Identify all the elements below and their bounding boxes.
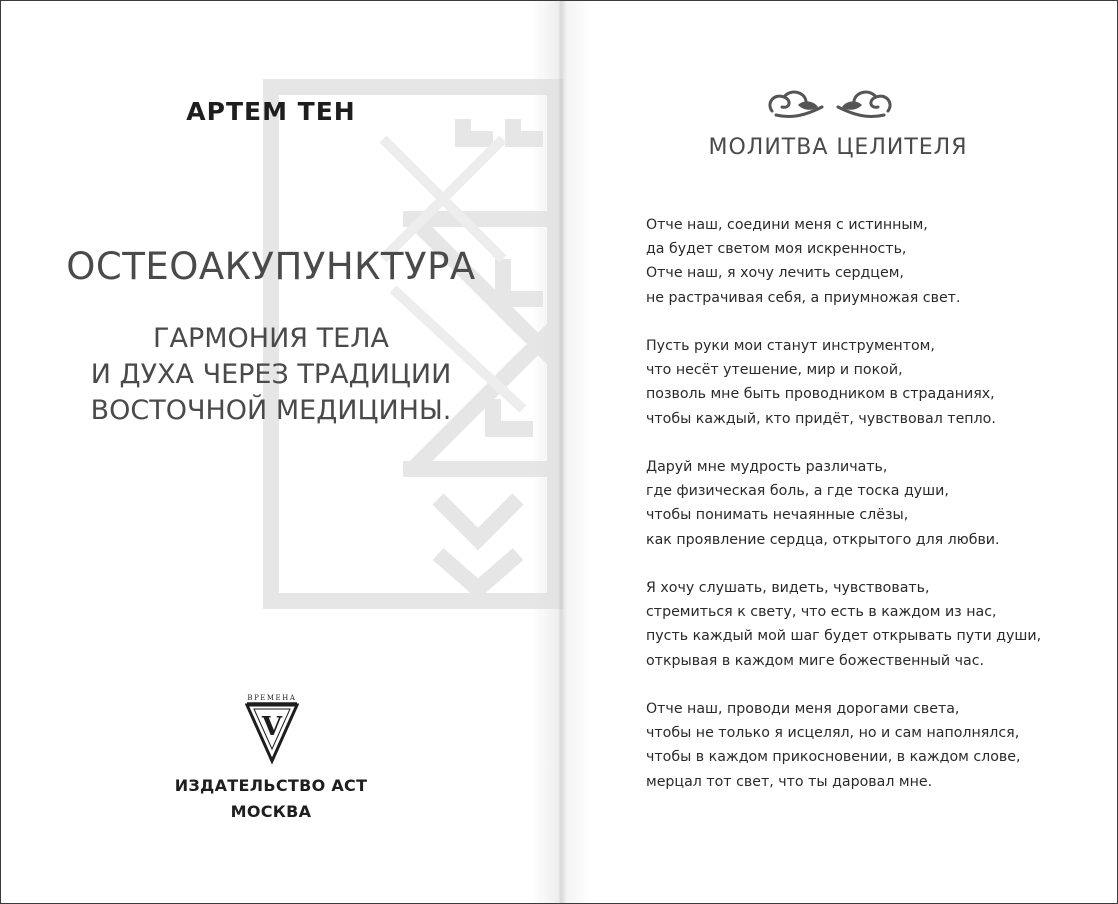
author-name: АРТЕМ ТЕН [186,97,356,126]
poem [646,213,1106,818]
poem-line: Пусть руки мои станут инструментом, [646,338,935,354]
subtitle-line: И ДУХА ЧЕРЕЗ ТРАДИЦИИ [90,359,452,390]
poem-line: стремиться к свету, что есть в каждом из нас, [646,604,997,621]
publisher-name: ИЗДАТЕЛЬСТВО АСТ [174,776,368,795]
poem-line: да будет светом моя искренность, [646,241,907,258]
poem-line: чтобы каждый, кто придёт, чувствовал тепло. [646,410,996,427]
stanza [646,334,1106,431]
publisher-info [151,773,391,825]
poem-line: Отче наш, соедини меня с истинным, [646,217,928,233]
poem-line: Я хочу слушать, видеть, чувствовать, [646,580,930,596]
prayer-title: МОЛИТВА ЦЕЛИТЕЛЯ [708,135,968,160]
ornament-icon [762,85,898,123]
stanza [646,697,1106,794]
left-page [1,1,558,903]
poem-line: чтобы в каждом прикосновении, в каждом слове, [646,749,1021,766]
poem-line: не растрачивая себя, а приумножая свет. [646,289,961,306]
poem-line: пусть каждый мой шаг будет открывать пути души, [646,628,1042,645]
publisher-city: МОСКВА [230,802,312,821]
publisher-logo [245,691,299,765]
poem-line: как проявление сердца, открытого для любви. [646,531,1000,548]
poem-line: чтобы понимать нечаянные слёзы, [646,507,909,524]
logo-text: ВРЕМЕНА [247,694,297,702]
poem-line: мерцал тот свет, что ты даровал мне. [646,773,933,790]
poem-line: Отче наш, проводи меня дорогами света, [646,701,960,717]
stanza [646,455,1106,552]
stanza [646,576,1106,673]
poem-line: открывая в каждом миге божественный час. [646,652,985,669]
subtitle-line: ВОСТОЧНОЙ МЕДИЦИНЫ. [90,395,452,426]
poem-line: Даруй мне мудрость различать, [646,459,888,475]
poem-line: что несёт утешение, мир и покой, [646,362,903,379]
subtitle-line: ГАРМОНИЯ ТЕЛА [153,323,389,354]
poem-line: позволь мне быть проводником в страданиях, [646,386,995,403]
poem-line: Отче наш, я хочу лечить сердцем, [646,265,904,282]
stanza [646,213,1106,310]
logo-letter: V [261,712,283,742]
poem-line: чтобы не только я исцелял, но и сам наполнялся, [646,725,1020,742]
right-page [558,1,1117,903]
poem-line: где физическая боль, а где тоска души, [646,483,949,500]
book-title: ОСТЕОАКУПУНКТУРА [66,245,476,288]
book-subtitle [41,321,501,429]
